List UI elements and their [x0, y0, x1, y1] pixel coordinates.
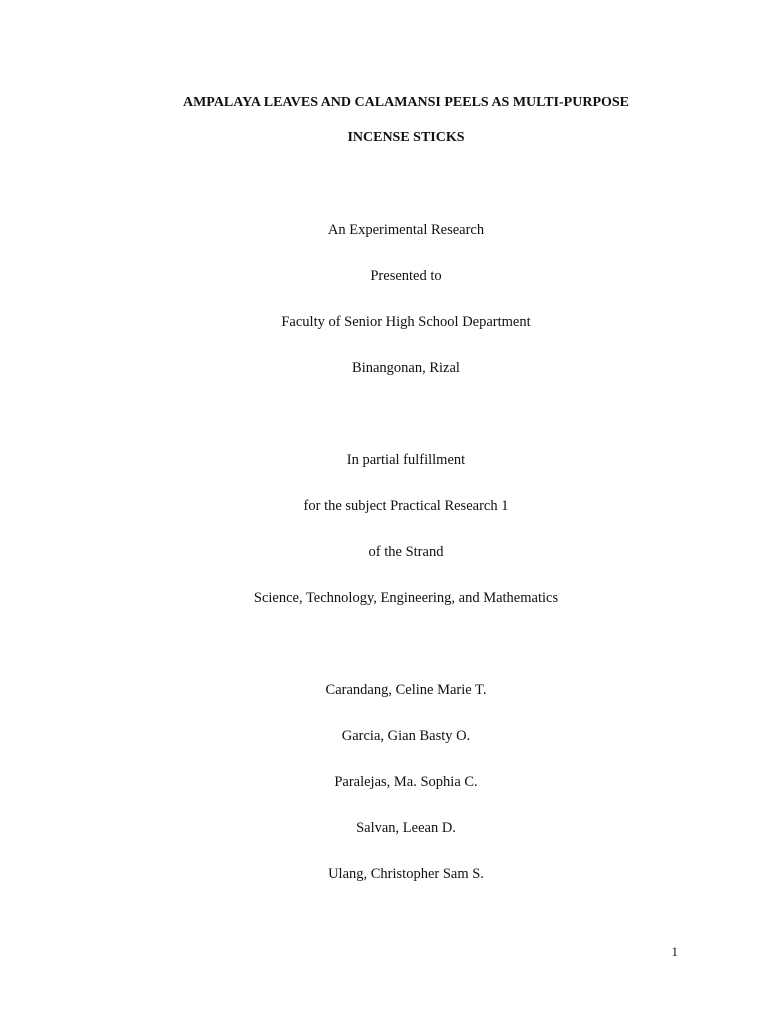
- title-line-2: INCENSE STICKS: [347, 130, 465, 145]
- page-number: 1: [671, 944, 678, 959]
- faculty: Faculty of Senior High School Department: [281, 314, 531, 330]
- title-line-1: AMPALAYA LEAVES AND CALAMANSI PEELS AS MULTI-PURPOSE: [182, 95, 630, 110]
- author-name: Garcia, Gian Basty O.: [341, 728, 471, 744]
- fulfillment-line-2: for the subject Practical Research 1: [303, 498, 509, 514]
- fulfillment-line-4: Science, Technology, Engineering, and Mathematics: [253, 590, 559, 606]
- research-type: An Experimental Research: [327, 222, 485, 238]
- author-name: Paralejas, Ma. Sophia C.: [334, 774, 478, 790]
- fulfillment-line-3: of the Strand: [368, 544, 444, 560]
- location: Binangonan, Rizal: [352, 360, 460, 376]
- author-name: Carandang, Celine Marie T.: [325, 682, 487, 698]
- presented-to: Presented to: [370, 268, 442, 284]
- author-name: Salvan, Leean D.: [356, 820, 456, 836]
- fulfillment-line-1: In partial fulfillment: [346, 452, 466, 468]
- author-name: Ulang, Christopher Sam S.: [328, 866, 484, 882]
